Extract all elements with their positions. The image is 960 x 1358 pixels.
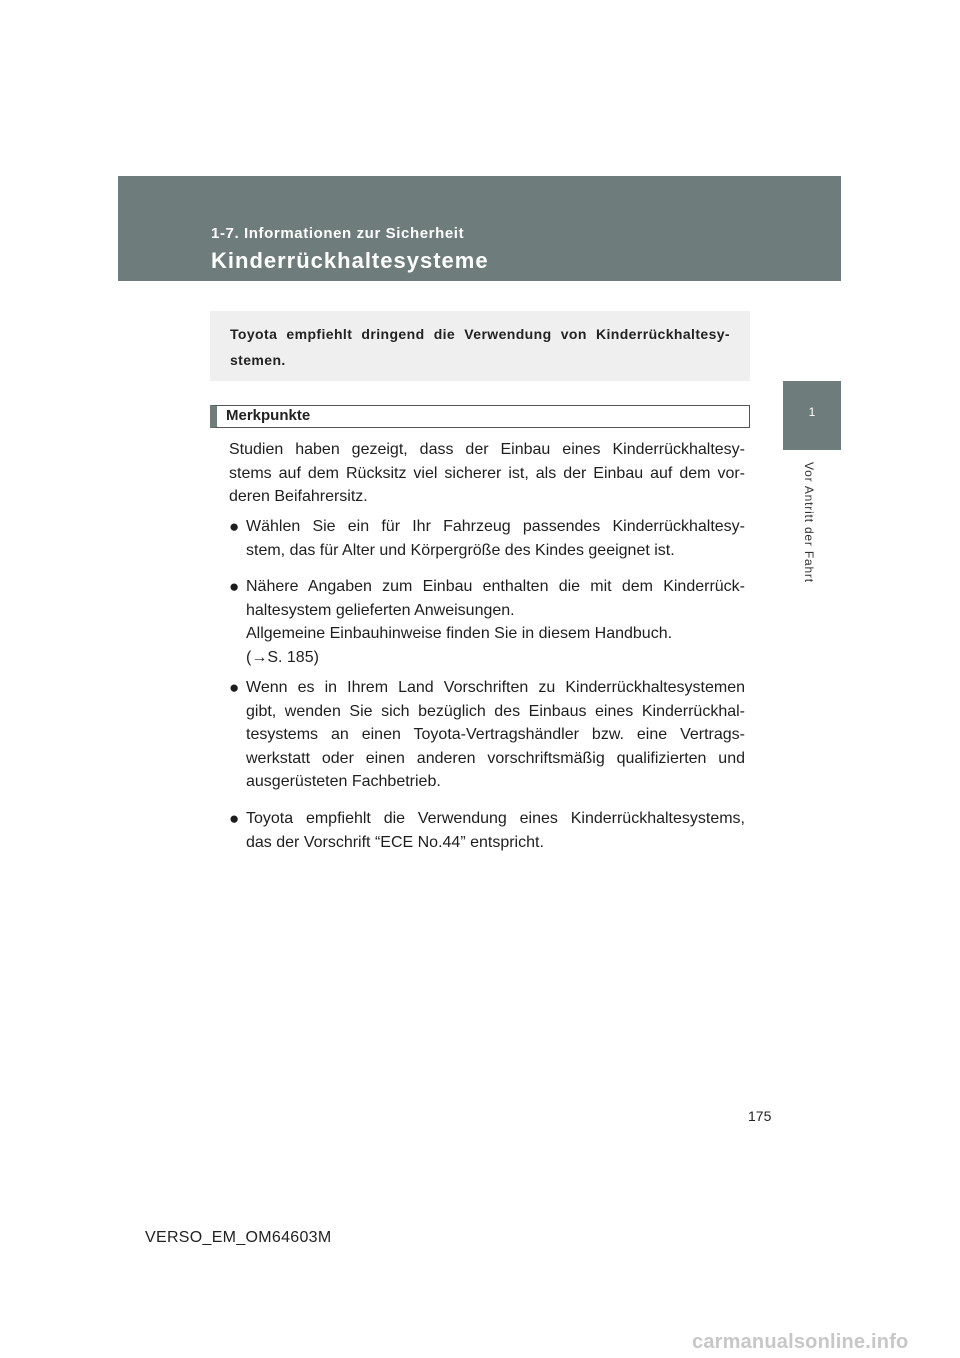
- bullet-icon: ●: [229, 577, 240, 596]
- paragraph-line: stems auf dem Rücksitz viel sicherer ist, als der Einbau auf dem vor-: [229, 464, 745, 482]
- bullet-icon: ●: [229, 809, 240, 828]
- intro-box: [210, 311, 750, 381]
- bullet-item: [229, 807, 745, 854]
- bullet-line: Toyota empfiehlt die Verwendung eines Kinderrückhaltesystems,: [246, 810, 745, 827]
- section-label: 1-7. Informationen zur Sicherheit: [211, 225, 465, 242]
- page-title: Kinderrückhaltesysteme: [211, 248, 489, 273]
- page-number: 175: [748, 1108, 772, 1124]
- watermark: carmanualsonline.info: [692, 1331, 909, 1353]
- bullet-line: Wenn es in Ihrem Land Vorschriften zu Kinderrückhaltesystemen: [246, 679, 745, 696]
- bullet-line: werkstatt oder einen anderen vorschriftsmäßig qualifizierten und: [246, 749, 745, 767]
- paragraph-line: Studien haben gezeigt, dass der Einbau eines Kinderrückhaltesy-: [229, 441, 745, 458]
- bullet-line: stem, das für Alter und Körpergröße des Kindes geeignet ist.: [246, 541, 675, 559]
- bullet-line: Nähere Angaben zum Einbau enthalten die mit dem Kinderrück-: [246, 578, 745, 595]
- bullet-icon: ●: [229, 517, 240, 536]
- chapter-header-band: [118, 176, 841, 281]
- chapter-number: 1: [808, 405, 816, 419]
- intro-line: Toyota empfiehlt dringend die Verwendung von Kinderrückhaltesy-: [230, 326, 730, 342]
- bullet-line: gibt, wenden Sie sich bezüglich des Einbaus eines Kinderrückhal-: [246, 702, 745, 720]
- page-reference-link[interactable]: (→S. 185): [246, 648, 319, 666]
- bullet-line: ausgerüsteten Fachbetrieb.: [246, 773, 441, 790]
- chapter-side-label: Vor Antritt der Fahrt: [802, 462, 816, 583]
- chapter-tab[interactable]: [783, 381, 841, 450]
- bullet-line: das der Vorschrift “ECE No.44” entspricht.: [246, 833, 544, 851]
- bullet-icon: ●: [229, 678, 240, 697]
- bullet-item: [229, 515, 745, 562]
- merkpunkte-paragraph: [229, 438, 745, 509]
- bullet-item: [229, 575, 745, 669]
- bullet-item: [229, 676, 745, 794]
- bullet-line: Allgemeine Einbauhinweise finden Sie in diesem Handbuch.: [246, 625, 673, 642]
- bullet-line: tesystems an einen Toyota-Vertragshändler bzw. eine Vertrags-: [246, 726, 745, 743]
- bullet-line: Wählen Sie ein für Ihr Fahrzeug passendes Kinderrückhaltesy-: [246, 518, 745, 535]
- document-code: VERSO_EM_OM64603M: [145, 1229, 332, 1246]
- intro-line: stemen.: [230, 352, 286, 368]
- paragraph-line: deren Beifahrersitz.: [229, 488, 368, 505]
- merkpunkte-heading: Merkpunkte: [210, 405, 750, 428]
- bullet-line: haltesystem gelieferten Anweisungen.: [246, 601, 515, 619]
